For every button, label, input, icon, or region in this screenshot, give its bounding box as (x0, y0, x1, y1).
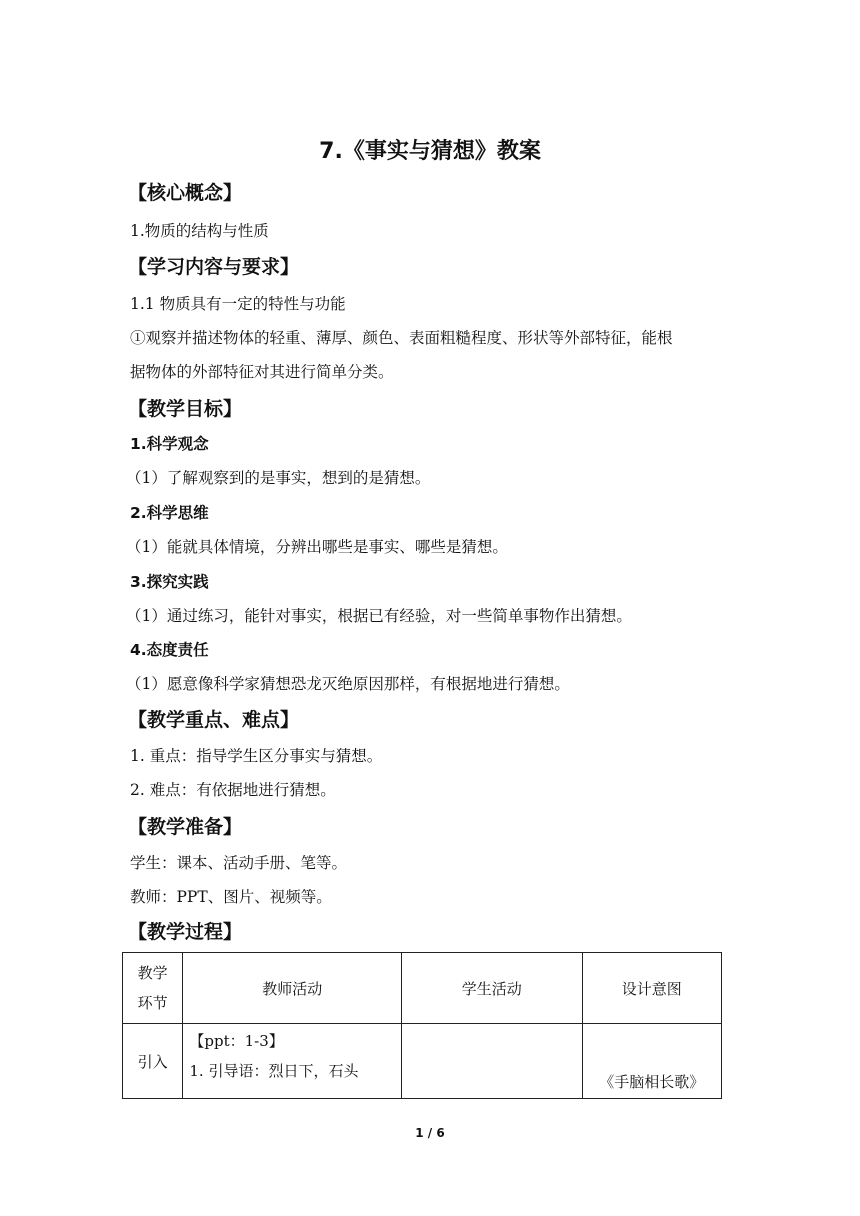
goal-text: （1）愿意像科学家猜想恐龙灭绝原因那样，有根据地进行猜想。 (126, 675, 570, 693)
page-number: 1 / 6 (415, 1126, 445, 1140)
learning-content-line: 1.1 物质具有一定的特性与功能 (130, 295, 346, 313)
goal-text: （1）通过练习，能针对事实，根据已有经验，对一些简单事物作出猜想。 (126, 607, 632, 625)
core-concept-item: 1.物质的结构与性质 (130, 222, 269, 240)
header-stage: 教学 环节 (123, 953, 183, 1024)
learning-content-line: 据物体的外部特征对其进行简单分类。 (130, 363, 394, 381)
preparation-heading: 【教学准备】 (128, 816, 243, 838)
teacher-activity-line: 1. 引导语：烈日下，石头 (189, 1062, 359, 1080)
goal-text: （1）了解观察到的是事实，想到的是猜想。 (126, 469, 431, 487)
teaching-process-table (122, 952, 722, 1099)
preparation-student: 学生：课本、活动手册、笔等。 (130, 854, 348, 872)
table-row (123, 1024, 722, 1099)
header-design-intent: 设计意图 (582, 953, 721, 1024)
goal-title: 3.探究实践 (130, 573, 209, 591)
goal-text: （1）能就具体情境，分辨出哪些是事实、哪些是猜想。 (126, 538, 508, 556)
goal-title: 1.科学观念 (130, 435, 209, 453)
student-activity-cell (402, 1024, 583, 1099)
header-student-activity: 学生活动 (402, 953, 583, 1024)
key-point-item: 1. 重点：指导学生区分事实与猜想。 (130, 747, 383, 765)
document-title: 7.《事实与猜想》教案 (319, 139, 541, 164)
core-concept-heading: 【核心概念】 (128, 182, 243, 204)
preparation-teacher: 教师：PPT、图片、视频等。 (130, 888, 332, 906)
table-header-row (123, 953, 722, 1024)
key-point-item: 2. 难点：有依据地进行猜想。 (130, 781, 336, 799)
teaching-goals-heading: 【教学目标】 (128, 398, 243, 420)
header-teacher-activity: 教师活动 (183, 953, 402, 1024)
goal-title: 2.科学思维 (130, 504, 209, 522)
teacher-activity-cell (183, 1024, 402, 1099)
stage-cell: 引入 (123, 1024, 183, 1099)
learning-content-line: ①观察并描述物体的轻重、薄厚、颜色、表面粗糙程度、形状等外部特征，能根 (130, 329, 673, 347)
goal-title: 4.态度责任 (130, 641, 209, 659)
key-points-heading: 【教学重点、难点】 (128, 709, 300, 731)
teacher-activity-line: 【ppt：1-3】 (189, 1032, 284, 1050)
process-heading: 【教学过程】 (128, 921, 243, 943)
learning-content-heading: 【学习内容与要求】 (128, 256, 300, 278)
design-intent-cell: 《手脑相长歌》 (582, 1024, 721, 1099)
